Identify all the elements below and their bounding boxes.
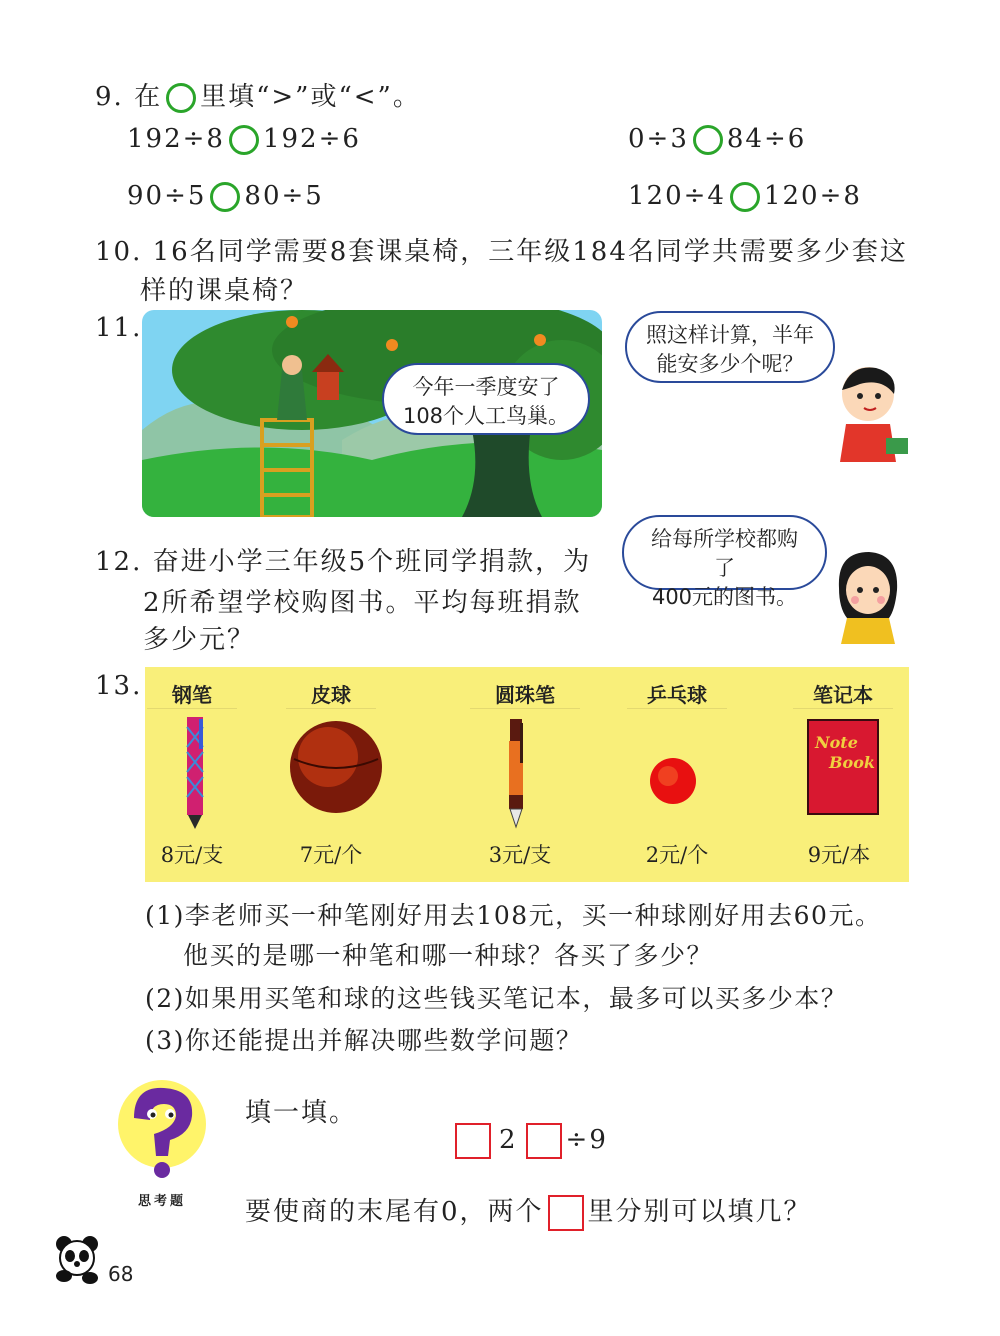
thinking-question-pre: 要使商的末尾有0，两个: [245, 1197, 544, 1227]
thinking-divisor: ÷9: [565, 1125, 608, 1155]
q13-sub2: (2)如果用买笔和球的这些钱买笔记本，最多可以买多少本？: [145, 984, 848, 1013]
boy-bubble-line-1: 照这样计算，半年: [646, 323, 814, 347]
rubber-ball-icon: [288, 719, 384, 815]
q12-line-2: 2所希望学校购图书。平均每班捐款: [143, 588, 582, 618]
boy-speech-bubble: [625, 311, 835, 383]
thinking-question-post: 里分别可以填几？: [587, 1197, 812, 1227]
notebook-icon: [807, 719, 879, 815]
boy-bubble-line-2: 能安多少个呢？: [656, 352, 804, 376]
q9-item-4: [628, 181, 862, 212]
worker-bubble-line-1: 今年一季度安了: [412, 375, 560, 399]
q9-item-1-right: 192÷6: [262, 124, 361, 154]
thinking-question-badge: [112, 1078, 212, 1210]
item-name-ball: 皮球: [286, 679, 376, 709]
girl-bubble-line-1: 给每所学校都购了: [651, 527, 798, 580]
q9-prompt-pre: 9. 在: [95, 82, 163, 112]
item-name-ping-pong-ball: 乒乓球: [627, 679, 727, 709]
blank-square[interactable]: [455, 1123, 491, 1159]
thinking-badge-label: 思考题: [137, 1194, 186, 1209]
blank-square[interactable]: [526, 1123, 562, 1159]
q9-item-3: [127, 181, 324, 212]
item-price-pen: 8元/支: [160, 843, 224, 867]
boy-character: [820, 362, 912, 462]
answer-circle[interactable]: [693, 125, 723, 155]
compare-circle-icon: [166, 83, 196, 113]
q13-sub3: (3)你还能提出并解决哪些数学问题？: [145, 1026, 583, 1055]
answer-circle[interactable]: [229, 125, 259, 155]
panda-icon: [52, 1234, 102, 1284]
item-name-notebook: 笔记本: [793, 679, 893, 709]
page-number: 68: [108, 1262, 134, 1286]
answer-circle[interactable]: [730, 182, 760, 212]
q9-item-3-left: 90÷5: [127, 181, 207, 211]
worker-bubble-line-2: 108个人工鸟巢。: [402, 404, 570, 428]
blank-square-icon: [548, 1195, 584, 1231]
item-price-notebook: 9元/本: [807, 843, 871, 867]
q10-line-1: 10. 16名同学需要8套课桌椅，三年级184名同学共需要多少套这: [95, 237, 908, 267]
q9-item-4-left: 120÷4: [628, 181, 726, 211]
q13-number: 13.: [95, 671, 143, 701]
item-price-ping-pong-ball: 2元/个: [645, 843, 709, 867]
q9-item-2: [628, 124, 806, 155]
question-mark-icon: [112, 1078, 212, 1190]
item-name-pen: 钢笔: [147, 679, 237, 709]
girl-character: [833, 548, 903, 644]
fountain-pen-icon: [180, 717, 210, 829]
girl-speech-bubble: [622, 515, 827, 609]
ballpoint-pen-icon: [503, 719, 529, 829]
item-name-ballpoint-pen: 圆珠笔: [470, 679, 580, 709]
thinking-question: [245, 1191, 812, 1231]
q12-line-3: 多少元？: [143, 625, 256, 655]
item-price-ballpoint-pen: 3元/支: [488, 843, 552, 867]
q12-line-1: 12. 奋进小学三年级5个班同学捐款，为: [95, 547, 592, 577]
q13-sub1-line-1: (1)李老师买一种笔刚好用去108元，买一种球刚好用去60元。: [145, 901, 882, 930]
q9-prompt: [95, 76, 421, 113]
item-price-ball: 7元/个: [299, 843, 363, 867]
q9-item-2-right: 84÷6: [726, 124, 807, 154]
notebook-label-2: Book: [829, 753, 875, 772]
answer-circle[interactable]: [210, 182, 240, 212]
worker-speech-bubble: [382, 363, 590, 435]
q13-sub1-line-2: 他买的是哪一种笔和哪一种球？各买了多少？: [183, 941, 714, 970]
q11-number: 11.: [95, 313, 143, 343]
thinking-digit: 2: [499, 1125, 518, 1155]
q9-item-2-left: 0÷3: [628, 124, 689, 154]
ping-pong-ball-icon: [648, 756, 698, 806]
q10-line-2: 样的课桌椅？: [140, 276, 309, 306]
q9-prompt-post: 里填“>”或“<”。: [200, 82, 421, 112]
thinking-equation: [455, 1123, 608, 1159]
q9-item-1: [127, 124, 361, 155]
girl-bubble-line-2: 400元的图书。: [651, 585, 798, 609]
thinking-title: 填一填。: [245, 1098, 358, 1128]
q9-item-3-right: 80÷5: [244, 181, 324, 211]
notebook-label-1: Note: [815, 733, 858, 752]
q9-item-4-right: 120÷8: [763, 181, 862, 211]
q9-item-1-left: 192÷8: [127, 124, 225, 154]
price-list-panel: [145, 667, 909, 882]
